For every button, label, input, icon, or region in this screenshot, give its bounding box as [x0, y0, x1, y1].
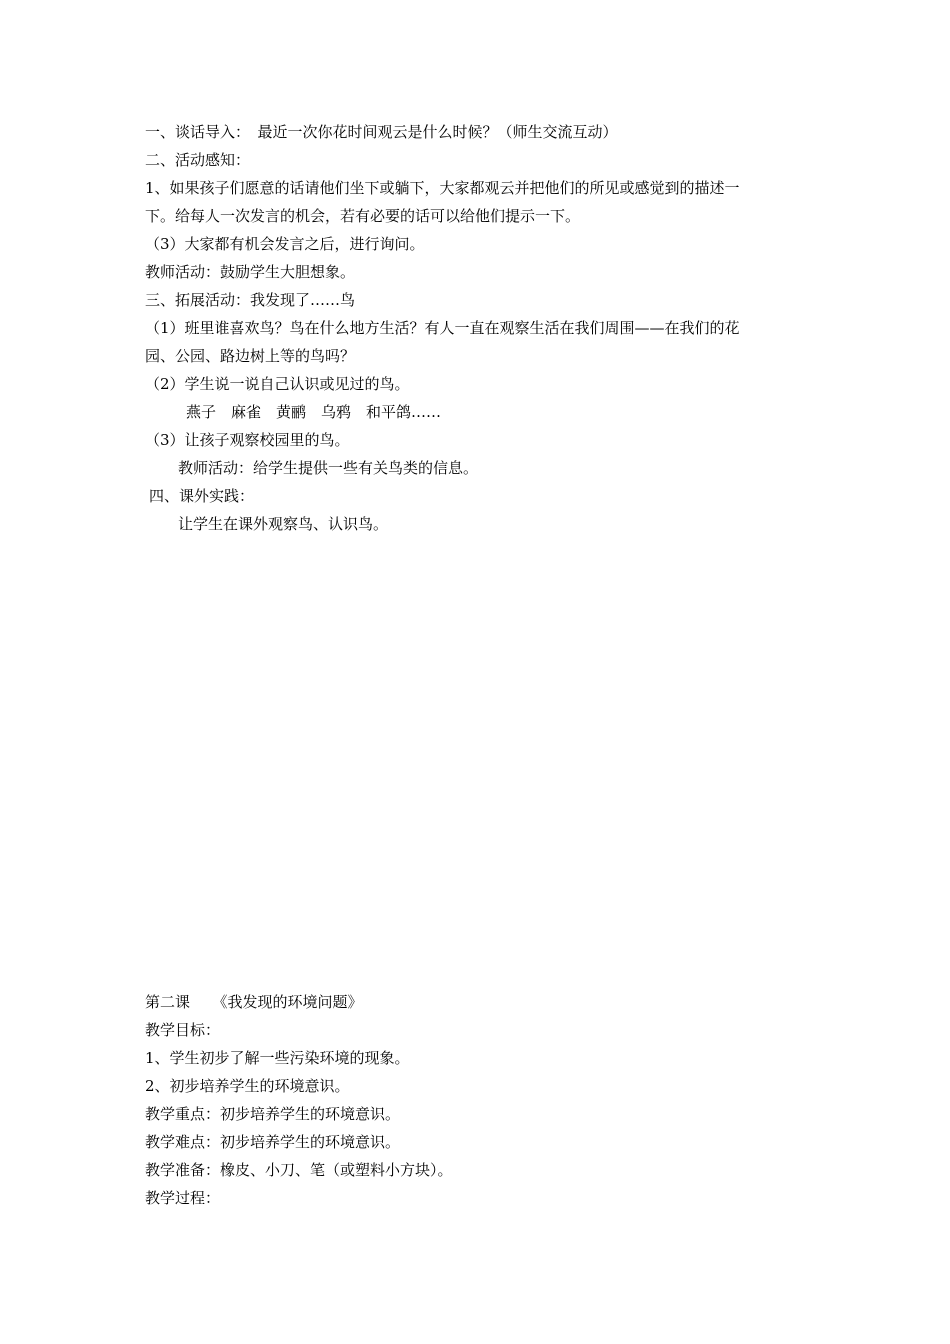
paragraph-line: 1、如果孩子们愿意的话请他们坐下或躺下，大家都观云并把他们的所见或感觉到的描述一: [145, 179, 740, 197]
paragraph-line: （3）让孩子观察校园里的鸟。: [145, 431, 350, 449]
intro-heading: 一、谈话导入： 最近一次你花时间观云是什么时候？（师生交流互动）: [145, 123, 618, 141]
preparation: 教学准备：橡皮、小刀、笔（或塑料小方块）。: [145, 1161, 453, 1179]
practice-heading: 四、课外实践：: [149, 487, 255, 505]
paragraph-line: （1）班里谁喜欢鸟？鸟在什么地方生活？有人一直在观察生活在我们周围——在我们的花: [145, 319, 740, 337]
activity-heading: 二、活动感知：: [145, 151, 251, 169]
paragraph-line: 让学生在课外观察鸟、认识鸟。: [178, 515, 389, 533]
paragraph-line: （2）学生说一说自己认识或见过的鸟。: [145, 375, 410, 393]
paragraph-line: 教师活动：给学生提供一些有关鸟类的信息。: [178, 459, 479, 477]
bird-list: 燕子 麻雀 黄鹂 乌鸦 和平鸽……: [186, 403, 442, 421]
paragraph-line: 1、学生初步了解一些污染环境的现象。: [145, 1049, 410, 1067]
paragraph-line: 2、初步培养学生的环境意识。: [145, 1077, 350, 1095]
process-heading: 教学过程：: [145, 1189, 221, 1207]
lesson-title: 第二课 《我发现的环境问题》: [145, 993, 363, 1011]
extension-heading: 三、拓展活动：我发现了……鸟: [145, 291, 356, 309]
objectives-heading: 教学目标：: [145, 1021, 221, 1039]
paragraph-line: 下。给每人一次发言的机会，若有必要的话可以给他们提示一下。: [145, 207, 581, 225]
difficult-point: 教学难点：初步培养学生的环境意识。: [145, 1133, 401, 1151]
paragraph-line: 园、公园、路边树上等的鸟吗？: [145, 347, 356, 365]
key-point: 教学重点：初步培养学生的环境意识。: [145, 1105, 401, 1123]
paragraph-line: 教师活动：鼓励学生大胆想象。: [145, 263, 356, 281]
paragraph-line: （3）大家都有机会发言之后，进行询问。: [145, 235, 425, 253]
